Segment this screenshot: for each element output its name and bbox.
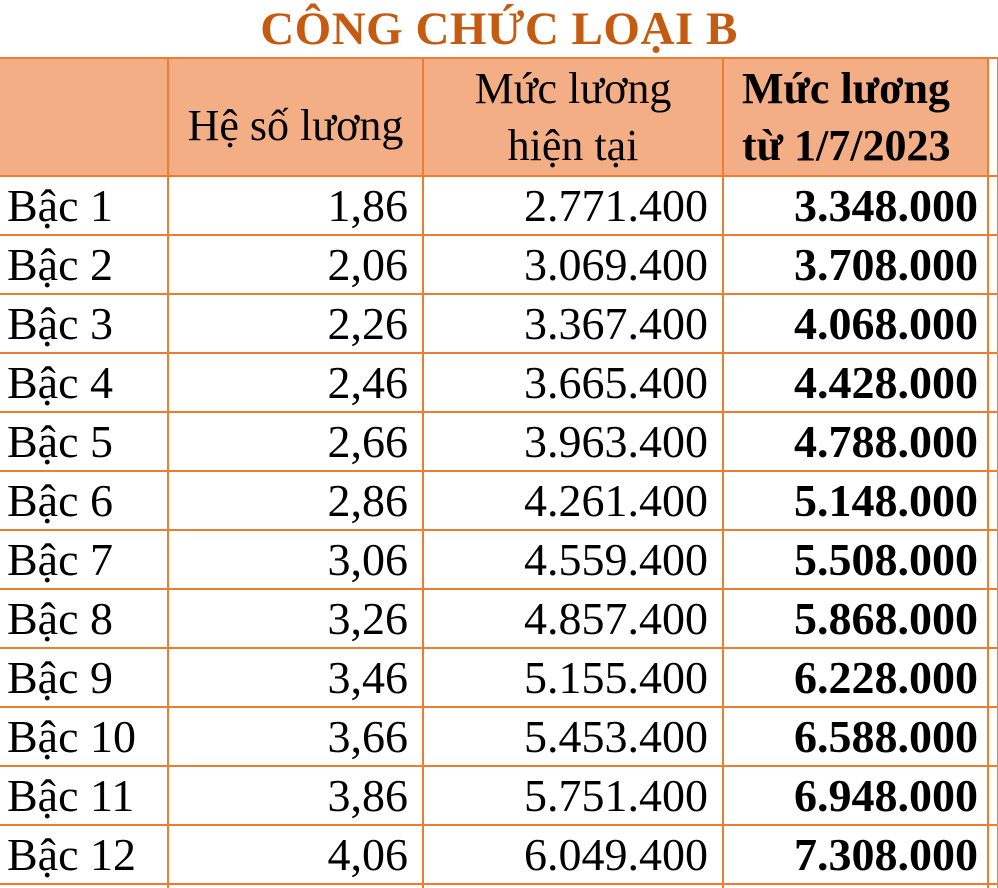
header-new-salary (723, 58, 988, 176)
header-empty-cell (0, 58, 168, 176)
row-label: Bậc 3 (0, 294, 168, 353)
coefficient-cell: 2,46 (168, 353, 423, 412)
table-row (0, 176, 998, 235)
new-salary-cell: 4.788.000 (723, 412, 988, 471)
current-salary-cell: 4.261.400 (423, 471, 723, 530)
coefficient-cell: 3,46 (168, 648, 423, 707)
table-row (0, 235, 998, 294)
new-salary-cell: 3.708.000 (723, 235, 988, 294)
current-salary-cell: 2.771.400 (423, 176, 723, 235)
row-label: Bậc 12 (0, 825, 168, 884)
new-salary-cell: 3.348.000 (723, 176, 988, 235)
coefficient-cell: 3,66 (168, 707, 423, 766)
coefficient-cell: 2,66 (168, 412, 423, 471)
row-label: Bậc 7 (0, 530, 168, 589)
table-row (0, 530, 998, 589)
row-label: Bậc 4 (0, 353, 168, 412)
current-salary-cell: 3.665.400 (423, 353, 723, 412)
header-coefficient: Hệ số lương (168, 58, 423, 176)
header-current-line2: hiện tại (507, 121, 639, 170)
new-salary-cell: 5.148.000 (723, 471, 988, 530)
current-salary-cell: 5.453.400 (423, 707, 723, 766)
cutoff-cell (168, 884, 423, 888)
header-new-line2: từ 1/7/2023 (742, 121, 951, 170)
new-salary-cell: 5.868.000 (723, 589, 988, 648)
table-row (0, 648, 998, 707)
header-current-salary (423, 58, 723, 176)
table-row (0, 412, 998, 471)
table-row (0, 471, 998, 530)
current-salary-cell: 3.069.400 (423, 235, 723, 294)
table-header-row (0, 58, 998, 176)
cutoff-column-cell (988, 235, 998, 294)
cutoff-cell (988, 884, 998, 888)
coefficient-cell: 3,06 (168, 530, 423, 589)
cutoff-column-cell (988, 176, 998, 235)
table-row (0, 825, 998, 884)
new-salary-cell: 7.308.000 (723, 825, 988, 884)
cutoff-column-cell (988, 648, 998, 707)
new-salary-cell: 5.508.000 (723, 530, 988, 589)
cutoff-column-cell (988, 825, 998, 884)
new-salary-cell: 6.948.000 (723, 766, 988, 825)
row-label: Bậc 11 (0, 766, 168, 825)
row-label: Bậc 9 (0, 648, 168, 707)
current-salary-cell: 5.751.400 (423, 766, 723, 825)
header-new-line1: Mức lương (742, 64, 950, 113)
row-label: Bậc 1 (0, 176, 168, 235)
cutoff-cell (723, 884, 988, 888)
table-row (0, 294, 998, 353)
page-title: CÔNG CHỨC LOẠI B (260, 2, 738, 55)
table-row (0, 707, 998, 766)
cutoff-cell (423, 884, 723, 888)
row-label: Bậc 2 (0, 235, 168, 294)
coefficient-cell: 1,86 (168, 176, 423, 235)
current-salary-cell: 6.049.400 (423, 825, 723, 884)
row-label: Bậc 5 (0, 412, 168, 471)
row-label: Bậc 10 (0, 707, 168, 766)
new-salary-cell: 4.068.000 (723, 294, 988, 353)
current-salary-cell: 3.963.400 (423, 412, 723, 471)
table-row (0, 353, 998, 412)
new-salary-cell: 6.228.000 (723, 648, 988, 707)
cutoff-column-cell (988, 294, 998, 353)
cutoff-column-cell (988, 707, 998, 766)
cutoff-column-cell (988, 766, 998, 825)
new-salary-cell: 6.588.000 (723, 707, 988, 766)
coefficient-cell: 4,06 (168, 825, 423, 884)
cutoff-row (0, 884, 998, 888)
cutoff-column-cell (988, 412, 998, 471)
coefficient-cell: 3,86 (168, 766, 423, 825)
cutoff-cell (0, 884, 168, 888)
header-current-line1: Mức lương (474, 64, 672, 113)
table-row (0, 766, 998, 825)
coefficient-cell: 2,86 (168, 471, 423, 530)
cutoff-column-cell (988, 58, 998, 176)
coefficient-cell: 3,26 (168, 589, 423, 648)
salary-table (0, 57, 998, 888)
current-salary-cell: 4.857.400 (423, 589, 723, 648)
table-row (0, 589, 998, 648)
cutoff-column-cell (988, 471, 998, 530)
current-salary-cell: 5.155.400 (423, 648, 723, 707)
title-bar (0, 0, 998, 57)
new-salary-cell: 4.428.000 (723, 353, 988, 412)
cutoff-column-cell (988, 589, 998, 648)
current-salary-cell: 3.367.400 (423, 294, 723, 353)
coefficient-cell: 2,26 (168, 294, 423, 353)
coefficient-cell: 2,06 (168, 235, 423, 294)
row-label: Bậc 6 (0, 471, 168, 530)
cutoff-column-cell (988, 530, 998, 589)
cutoff-column-cell (988, 353, 998, 412)
current-salary-cell: 4.559.400 (423, 530, 723, 589)
row-label: Bậc 8 (0, 589, 168, 648)
